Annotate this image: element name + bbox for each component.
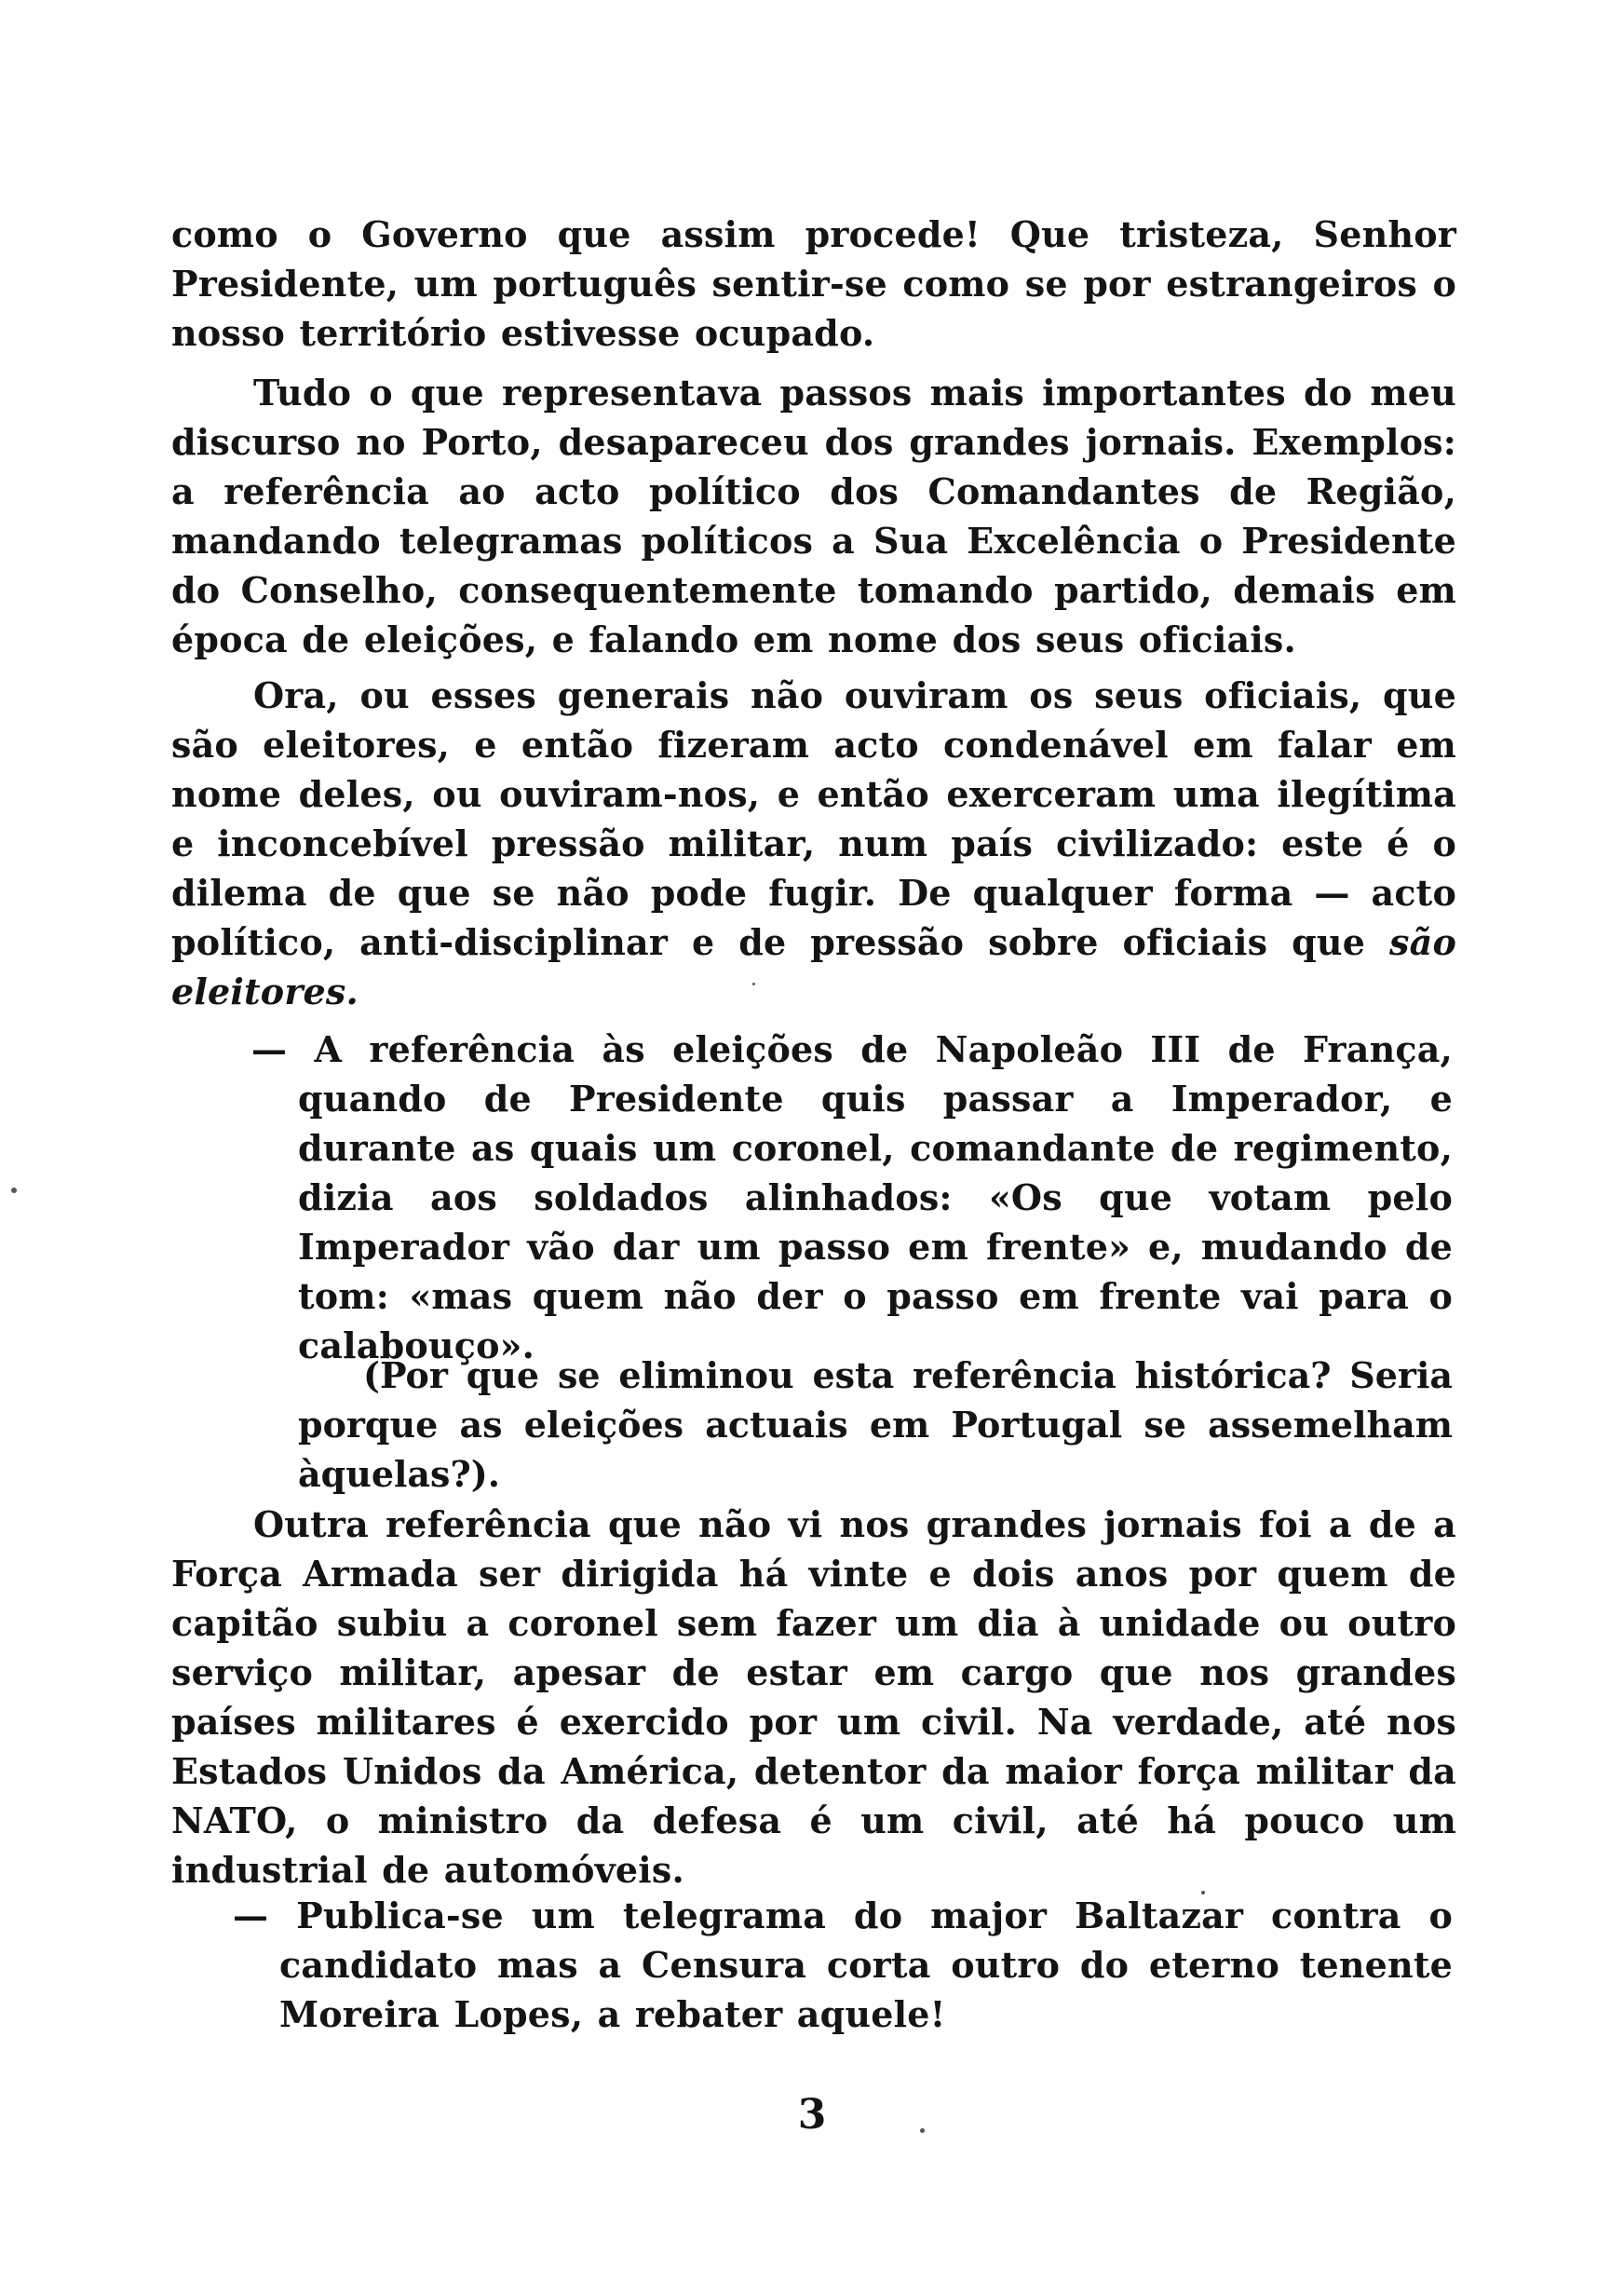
paragraph-3 <box>171 671 1456 1016</box>
paragraph-1-text: como o Governo que assim procede! Que tristeza, Senhor Presidente, um português sentir-se como se por estrangeiros o nosso território estivesse ocupado. <box>171 213 1456 354</box>
paragraph-4 <box>171 1500 1456 1894</box>
paragraph-4-text: Outra referência que não vi nos grandes jornais foi a de a Força Armada ser dirigida há vinte e dois anos por quem de capitão subiu a coronel sem fazer um dia à unidade ou outro serviço militar, apesar de estar em cargo que nos grandes países militares é exercido por um civil. Na verdade, até nos Estados Unidos da América, detentor da maior força militar da NATO, o ministro da defesa é um civil, até há pouco um industrial de automóveis. <box>171 1503 1456 1891</box>
scan-speck <box>1201 1891 1205 1894</box>
paragraph-2-text: Tudo o que representava passos mais importantes do meu discurso no Porto, desapareceu dos grandes jornais. Exemplos: a referência ao acto político dos Comandantes de Região, mandando telegramas políticos a Sua Excelência o Presidente do Conselho, consequentemente tomando partido, demais em época de eleições, e falando em nome dos seus oficiais. <box>171 372 1456 660</box>
scan-speck <box>752 983 755 985</box>
paragraph-3-main: Ora, ou esses generais não ouviram os seus oficiais, que são eleitores, e então fizeram acto condenável em falar em nome deles, ou ouviram-nos, e então exerceram uma ilegítima e inconcebível pressão militar, num país civilizado: este é o dilema de que se não pode fugir. De qualquer forma — acto político, anti-disciplinar e de pressão sobre oficiais que <box>171 674 1456 963</box>
scan-speck <box>920 2128 925 2133</box>
paragraph-3-emphasis: são eleitores. <box>171 921 1456 1012</box>
paragraph-1 <box>171 210 1456 358</box>
paragraph-2 <box>171 368 1456 664</box>
dash-item-napoleon <box>251 1025 1453 1370</box>
dash-item-napoleon-note <box>298 1351 1453 1499</box>
paragraph-3-text <box>171 671 1456 1016</box>
page-number: 3 <box>797 2091 827 2139</box>
dash-item-napoleon-note-text: (Por que se eliminou esta referência histórica? Seria porque as eleições actuais em Portugal se assemelham àquelas?). <box>298 1354 1453 1495</box>
dash-item-telegram-text: — Publica-se um telegrama do major Baltazar contra o candidato mas a Censura corta outro do eterno tenente Moreira Lopes, a rebater aquele! <box>233 1894 1453 2035</box>
dash-item-napoleon-text: — A referência às eleições de Napoleão III de França, quando de Presidente quis passar a Imperador, e durante as quais um coronel, comandante de regimento, dizia aos soldados alinhados: «Os que votam pelo Imperador vão dar um passo em frente» e, mudando de tom: «mas quem não der o passo em frente vai para o calabouço». <box>251 1028 1453 1366</box>
scan-speck <box>11 1188 17 1193</box>
dash-item-telegram <box>233 1891 1453 2039</box>
